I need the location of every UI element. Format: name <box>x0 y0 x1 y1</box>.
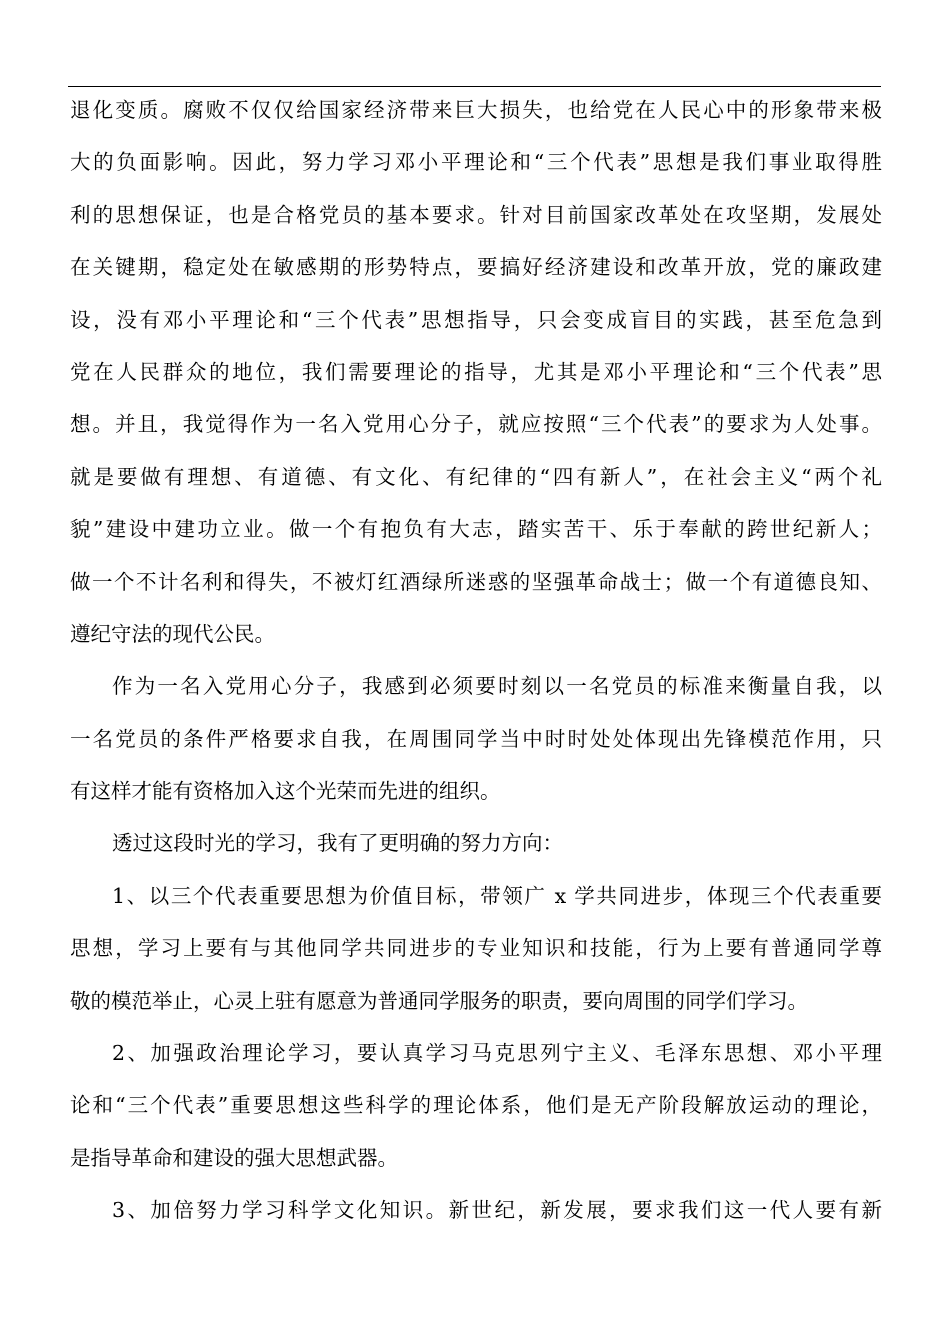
text-line: 设，没有邓小平理论和“三个代表”思想指导，只会变成盲目的实践，甚至危急到 <box>70 307 882 332</box>
text-line: 大的负面影响。因此，努力学习邓小平理论和“三个代表”思想是我们事业取得胜 <box>70 150 882 175</box>
paragraph-first-line: 作为一名入党用心分子，我感到必须要时刻以一名党员的标准来衡量自我，以 <box>112 674 882 699</box>
text-line: 论和“三个代表”重要思想这些科学的理论体系，他们是无产阶段解放运动的理论， <box>70 1093 882 1118</box>
text-line: 遵纪守法的现代公民。 <box>70 621 275 646</box>
body-text <box>70 92 882 1245</box>
text-line: 是指导革命和建设的强大思想武器。 <box>70 1145 398 1170</box>
text-line: 貌”建设中建功立业。做一个有抱负有大志，踏实苦干、乐于奉献的跨世纪新人； <box>70 517 882 542</box>
header-rule <box>68 86 881 87</box>
text-line: 敬的模范举止，心灵上驻有愿意为普通同学服务的职责，要向周围的同学们学习。 <box>70 988 808 1013</box>
list-item-3-line: 3、加倍努力学习科学文化知识。新世纪，新发展，要求我们这一代人要有新 <box>112 1198 882 1223</box>
text-line: 一名党员的条件严格要求自我，在周围同学当中时时处处体现出先锋模范作用，只 <box>70 726 882 751</box>
text-line: 在关键期，稳定处在敏感期的形势特点，要搞好经济建设和改革开放，党的廉政建 <box>70 255 882 280</box>
text-line: 做一个不计名利和得失，不被灯红酒绿所迷惑的坚强革命战士；做一个有道德良知、 <box>70 569 882 594</box>
text-line: 利的思想保证，也是合格党员的基本要求。针对目前国家改革处在攻坚期，发展处 <box>70 202 882 227</box>
list-item-2-line: 2、加强政治理论学习，要认真学习马克思列宁主义、毛泽东思想、邓小平理 <box>112 1041 882 1066</box>
text-line: 思想，学习上要有与其他同学共同进步的专业知识和技能，行为上要有普通同学尊 <box>70 936 882 961</box>
text-line: 有这样才能有资格加入这个光荣而先进的组织。 <box>70 779 501 804</box>
text-line: 想。并且，我觉得作为一名入党用心分子，就应按照“三个代表”的要求为人处事。 <box>70 412 882 437</box>
list-item-1-line: 1、以三个代表重要思想为价值目标，带领广 x 学共同进步，体现三个代表重要 <box>112 883 882 908</box>
text-line: 就是要做有理想、有道德、有文化、有纪律的“四有新人”，在社会主义“两个礼 <box>70 464 882 489</box>
text-line: 党在人民群众的地位，我们需要理论的指导，尤其是邓小平理论和“三个代表”思 <box>70 359 882 384</box>
text-line: 退化变质。腐败不仅仅给国家经济带来巨大损失，也给党在人民心中的形象带来极 <box>70 98 882 122</box>
paragraph-first-line: 透过这段时光的学习，我有了更明确的努力方向： <box>112 831 563 856</box>
